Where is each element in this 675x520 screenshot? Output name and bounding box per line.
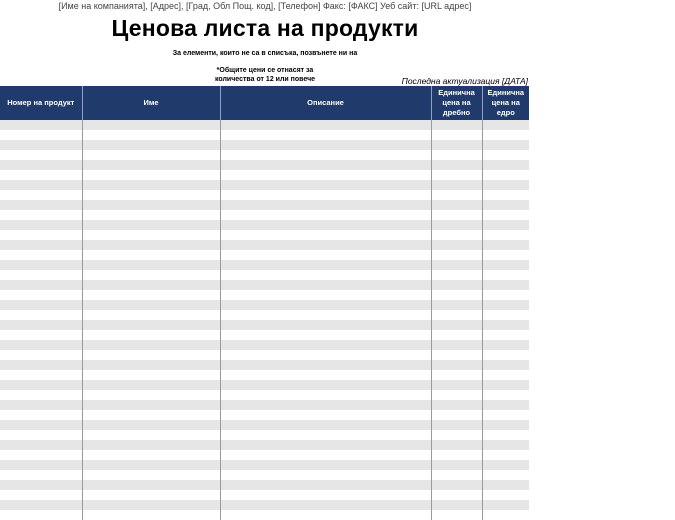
table-row (0, 380, 529, 390)
table-cell[interactable] (0, 470, 82, 480)
table-cell[interactable] (482, 380, 529, 390)
table-cell[interactable] (82, 470, 220, 480)
table-cell[interactable] (482, 220, 529, 230)
table-cell[interactable] (431, 220, 482, 230)
table-cell[interactable] (0, 300, 82, 310)
table-cell[interactable] (482, 190, 529, 200)
table-cell[interactable] (82, 250, 220, 260)
table-cell[interactable] (82, 130, 220, 140)
table-cell[interactable] (220, 420, 431, 430)
table-cell[interactable] (482, 350, 529, 360)
table-cell[interactable] (431, 230, 482, 240)
table-row (0, 210, 529, 220)
table-cell[interactable] (0, 290, 82, 300)
table-cell[interactable] (82, 390, 220, 400)
table-cell[interactable] (431, 490, 482, 500)
table-row (0, 400, 529, 410)
table-cell[interactable] (482, 420, 529, 430)
table-cell[interactable] (220, 280, 431, 290)
price-list-sheet (0, 86, 529, 520)
page-title: Ценова листа на продукти (111, 15, 419, 41)
table-cell[interactable] (482, 270, 529, 280)
table-cell[interactable] (82, 500, 220, 510)
table-cell[interactable] (82, 200, 220, 210)
table-row (0, 290, 529, 300)
table-cell[interactable] (0, 410, 82, 420)
table-row (0, 150, 529, 160)
table-cell[interactable] (220, 150, 431, 160)
table-row (0, 260, 529, 270)
table-cell[interactable] (220, 510, 431, 520)
table-cell[interactable] (82, 350, 220, 360)
table-cell[interactable] (431, 320, 482, 330)
table-cell[interactable] (0, 440, 82, 450)
table-cell[interactable] (431, 430, 482, 440)
table-cell[interactable] (220, 270, 431, 280)
table-cell[interactable] (220, 320, 431, 330)
table-cell[interactable] (431, 450, 482, 460)
table-cell[interactable] (482, 370, 529, 380)
table-cell[interactable] (220, 240, 431, 250)
table-row (0, 370, 529, 380)
table-cell[interactable] (220, 330, 431, 340)
table-cell[interactable] (82, 510, 220, 520)
table-cell[interactable] (482, 320, 529, 330)
table-cell[interactable] (431, 410, 482, 420)
table-cell[interactable] (431, 200, 482, 210)
table-cell[interactable] (431, 400, 482, 410)
table-cell[interactable] (0, 170, 82, 180)
table-cell[interactable] (220, 490, 431, 500)
table-cell[interactable] (82, 450, 220, 460)
table-cell[interactable] (220, 180, 431, 190)
column-header-retail-price[interactable]: Единична цена на дребно (431, 86, 482, 120)
table-cell[interactable] (0, 370, 82, 380)
table-cell[interactable] (0, 510, 82, 520)
table-cell[interactable] (482, 160, 529, 170)
table-cell[interactable] (220, 220, 431, 230)
table-row (0, 160, 529, 170)
table-cell[interactable] (482, 250, 529, 260)
table-row (0, 300, 529, 310)
table-cell[interactable] (82, 420, 220, 430)
table-row (0, 340, 529, 350)
table-cell[interactable] (82, 330, 220, 340)
table-cell[interactable] (482, 310, 529, 320)
table-cell[interactable] (82, 480, 220, 490)
table-cell[interactable] (0, 430, 82, 440)
table-row (0, 220, 529, 230)
table-cell[interactable] (82, 460, 220, 470)
table-row (0, 390, 529, 400)
table-cell[interactable] (220, 200, 431, 210)
table-cell[interactable] (431, 300, 482, 310)
table-cell[interactable] (0, 360, 82, 370)
table-cell[interactable] (0, 320, 82, 330)
table-cell[interactable] (431, 380, 482, 390)
table-row (0, 190, 529, 200)
table-cell[interactable] (0, 420, 82, 430)
table-cell[interactable] (431, 440, 482, 450)
table-cell[interactable] (0, 390, 82, 400)
bulk-price-note-line-2: количества от 12 или повече (214, 76, 316, 83)
table-cell[interactable] (0, 150, 82, 160)
table-cell[interactable] (482, 430, 529, 440)
table-cell[interactable] (0, 460, 82, 470)
table-cell[interactable] (220, 470, 431, 480)
table-cell[interactable] (482, 400, 529, 410)
table-row (0, 490, 529, 500)
table-cell[interactable] (431, 280, 482, 290)
table-cell[interactable] (82, 430, 220, 440)
table-row (0, 180, 529, 190)
table-cell[interactable] (0, 310, 82, 320)
table-cell[interactable] (82, 220, 220, 230)
table-cell[interactable] (82, 440, 220, 450)
table-cell[interactable] (482, 340, 529, 350)
table-cell[interactable] (220, 370, 431, 380)
table-cell[interactable] (482, 490, 529, 500)
table-cell[interactable] (0, 160, 82, 170)
table-cell[interactable] (82, 280, 220, 290)
table-cell[interactable] (82, 170, 220, 180)
table-cell[interactable] (220, 450, 431, 460)
table-row (0, 500, 529, 510)
table-cell[interactable] (431, 140, 482, 150)
table-cell[interactable] (0, 350, 82, 360)
table-cell[interactable] (220, 310, 431, 320)
table-row (0, 170, 529, 180)
table-row (0, 200, 529, 210)
table-cell[interactable] (431, 370, 482, 380)
table-cell[interactable] (82, 140, 220, 150)
table-cell[interactable] (82, 360, 220, 370)
table-cell[interactable] (431, 180, 482, 190)
table-cell[interactable] (431, 470, 482, 480)
table-cell[interactable] (220, 460, 431, 470)
table-cell[interactable] (0, 130, 82, 140)
table-cell[interactable] (431, 150, 482, 160)
table-cell[interactable] (0, 230, 82, 240)
table-cell[interactable] (482, 200, 529, 210)
table-cell[interactable] (82, 310, 220, 320)
table-cell[interactable] (482, 260, 529, 270)
table-cell[interactable] (482, 450, 529, 460)
table-cell[interactable] (482, 120, 529, 130)
table-cell[interactable] (82, 270, 220, 280)
table-cell[interactable] (0, 210, 82, 220)
table-row (0, 450, 529, 460)
table-row (0, 250, 529, 260)
table-cell[interactable] (82, 120, 220, 130)
table-cell[interactable] (431, 130, 482, 140)
table-cell[interactable] (82, 160, 220, 170)
table-cell[interactable] (0, 480, 82, 490)
table-cell[interactable] (220, 340, 431, 350)
table-cell[interactable] (482, 460, 529, 470)
table-row (0, 420, 529, 430)
table-cell[interactable] (82, 180, 220, 190)
table-cell[interactable] (431, 350, 482, 360)
table-row (0, 430, 529, 440)
table-cell[interactable] (0, 200, 82, 210)
table-cell[interactable] (220, 400, 431, 410)
table-cell[interactable] (82, 240, 220, 250)
table-row (0, 350, 529, 360)
table-cell[interactable] (482, 280, 529, 290)
table-cell[interactable] (482, 140, 529, 150)
table-row (0, 130, 529, 140)
table-cell[interactable] (0, 340, 82, 350)
table-cell[interactable] (482, 330, 529, 340)
table-cell[interactable] (431, 390, 482, 400)
table-cell[interactable] (220, 260, 431, 270)
table-cell[interactable] (482, 470, 529, 480)
table-cell[interactable] (431, 290, 482, 300)
table-cell[interactable] (220, 190, 431, 200)
table-cell[interactable] (82, 150, 220, 160)
table-cell[interactable] (482, 410, 529, 420)
table-cell[interactable] (482, 130, 529, 140)
table-cell[interactable] (482, 290, 529, 300)
table-cell[interactable] (482, 150, 529, 160)
table-cell[interactable] (220, 290, 431, 300)
table-row (0, 140, 529, 150)
table-cell[interactable] (431, 330, 482, 340)
table-cell[interactable] (482, 170, 529, 180)
table-cell[interactable] (82, 410, 220, 420)
table-cell[interactable] (431, 340, 482, 350)
table-cell[interactable] (431, 250, 482, 260)
table-cell[interactable] (0, 270, 82, 280)
table-cell[interactable] (82, 210, 220, 220)
table-cell[interactable] (482, 210, 529, 220)
table-cell[interactable] (482, 500, 529, 510)
table-cell[interactable] (220, 160, 431, 170)
table-cell[interactable] (482, 300, 529, 310)
table-cell[interactable] (482, 180, 529, 190)
table-cell[interactable] (0, 260, 82, 270)
table-cell[interactable] (220, 210, 431, 220)
table-cell[interactable] (0, 190, 82, 200)
table-body (0, 120, 529, 520)
table-cell[interactable] (431, 510, 482, 520)
table-row (0, 320, 529, 330)
table-cell[interactable] (431, 190, 482, 200)
table-row (0, 480, 529, 490)
table-cell[interactable] (0, 330, 82, 340)
table-cell[interactable] (0, 140, 82, 150)
table-cell[interactable] (431, 270, 482, 280)
table-cell[interactable] (431, 160, 482, 170)
table-cell[interactable] (0, 450, 82, 460)
table-row (0, 440, 529, 450)
table-cell[interactable] (431, 210, 482, 220)
table-cell[interactable] (482, 510, 529, 520)
table-cell[interactable] (220, 430, 431, 440)
table-cell[interactable] (0, 250, 82, 260)
table-cell[interactable] (82, 230, 220, 240)
table-cell[interactable] (220, 360, 431, 370)
table-cell[interactable] (82, 340, 220, 350)
table-cell[interactable] (482, 240, 529, 250)
table-cell[interactable] (482, 390, 529, 400)
table-cell[interactable] (220, 120, 431, 130)
table-cell[interactable] (0, 400, 82, 410)
table-row (0, 240, 529, 250)
table-cell[interactable] (220, 140, 431, 150)
table-cell[interactable] (220, 480, 431, 490)
table-cell[interactable] (431, 480, 482, 490)
table-cell[interactable] (82, 370, 220, 380)
table-cell[interactable] (0, 490, 82, 500)
column-header-name[interactable]: Име (82, 86, 220, 120)
column-header-description[interactable]: Описание (220, 86, 431, 120)
table-row (0, 470, 529, 480)
table-cell[interactable] (82, 380, 220, 390)
table-cell[interactable] (82, 190, 220, 200)
table-row (0, 360, 529, 370)
table-cell[interactable] (220, 500, 431, 510)
table-cell[interactable] (0, 280, 82, 290)
table-header-row (0, 86, 529, 120)
table-row (0, 310, 529, 320)
table-cell[interactable] (482, 360, 529, 370)
company-info-line: [Име на компанията], [Адрес], [Град, Обл Пощ. код], [Телефон] Факс: [ФАКС] Уеб сайт: [URL адрес] (58, 1, 472, 11)
table-row (0, 510, 529, 520)
table-cell[interactable] (82, 290, 220, 300)
table-cell[interactable] (0, 120, 82, 130)
table-cell[interactable] (82, 320, 220, 330)
table-cell[interactable] (82, 490, 220, 500)
table-cell[interactable] (0, 380, 82, 390)
table-row (0, 230, 529, 240)
table-cell[interactable] (0, 240, 82, 250)
table-cell[interactable] (482, 440, 529, 450)
table-cell[interactable] (431, 360, 482, 370)
table-cell[interactable] (220, 130, 431, 140)
table-cell[interactable] (431, 170, 482, 180)
table-cell[interactable] (220, 350, 431, 360)
table-cell[interactable] (220, 440, 431, 450)
table-cell[interactable] (431, 260, 482, 270)
bulk-price-note-line-1: *Общите цени се отнасят за (216, 67, 314, 74)
column-header-product-number[interactable]: Номер на продукт (0, 86, 82, 120)
table-row (0, 270, 529, 280)
table-cell[interactable] (82, 260, 220, 270)
table-cell[interactable] (220, 390, 431, 400)
table-cell[interactable] (82, 400, 220, 410)
table-row (0, 330, 529, 340)
table-cell[interactable] (0, 180, 82, 190)
table-cell[interactable] (220, 300, 431, 310)
column-header-wholesale-price[interactable]: Единична цена на едро (482, 86, 529, 120)
table-cell[interactable] (220, 170, 431, 180)
table-cell[interactable] (220, 410, 431, 420)
table-cell[interactable] (0, 500, 82, 510)
table-cell[interactable] (431, 420, 482, 430)
last-updated-label: Последна актуализация [ДАТА] (401, 76, 528, 86)
table-cell[interactable] (431, 460, 482, 470)
table-cell[interactable] (482, 480, 529, 490)
table-cell[interactable] (431, 240, 482, 250)
table-cell[interactable] (431, 310, 482, 320)
table-cell[interactable] (431, 120, 482, 130)
table-cell[interactable] (0, 220, 82, 230)
table-row (0, 460, 529, 470)
table-cell[interactable] (220, 380, 431, 390)
table-cell[interactable] (220, 250, 431, 260)
price-table (0, 86, 529, 520)
missing-items-note: За елементи, които не са в списъка, позвънете ни на (172, 50, 358, 57)
table-cell[interactable] (431, 500, 482, 510)
table-cell[interactable] (482, 230, 529, 240)
table-row (0, 410, 529, 420)
table-row (0, 280, 529, 290)
table-row (0, 120, 529, 130)
table-cell[interactable] (82, 300, 220, 310)
table-cell[interactable] (220, 230, 431, 240)
